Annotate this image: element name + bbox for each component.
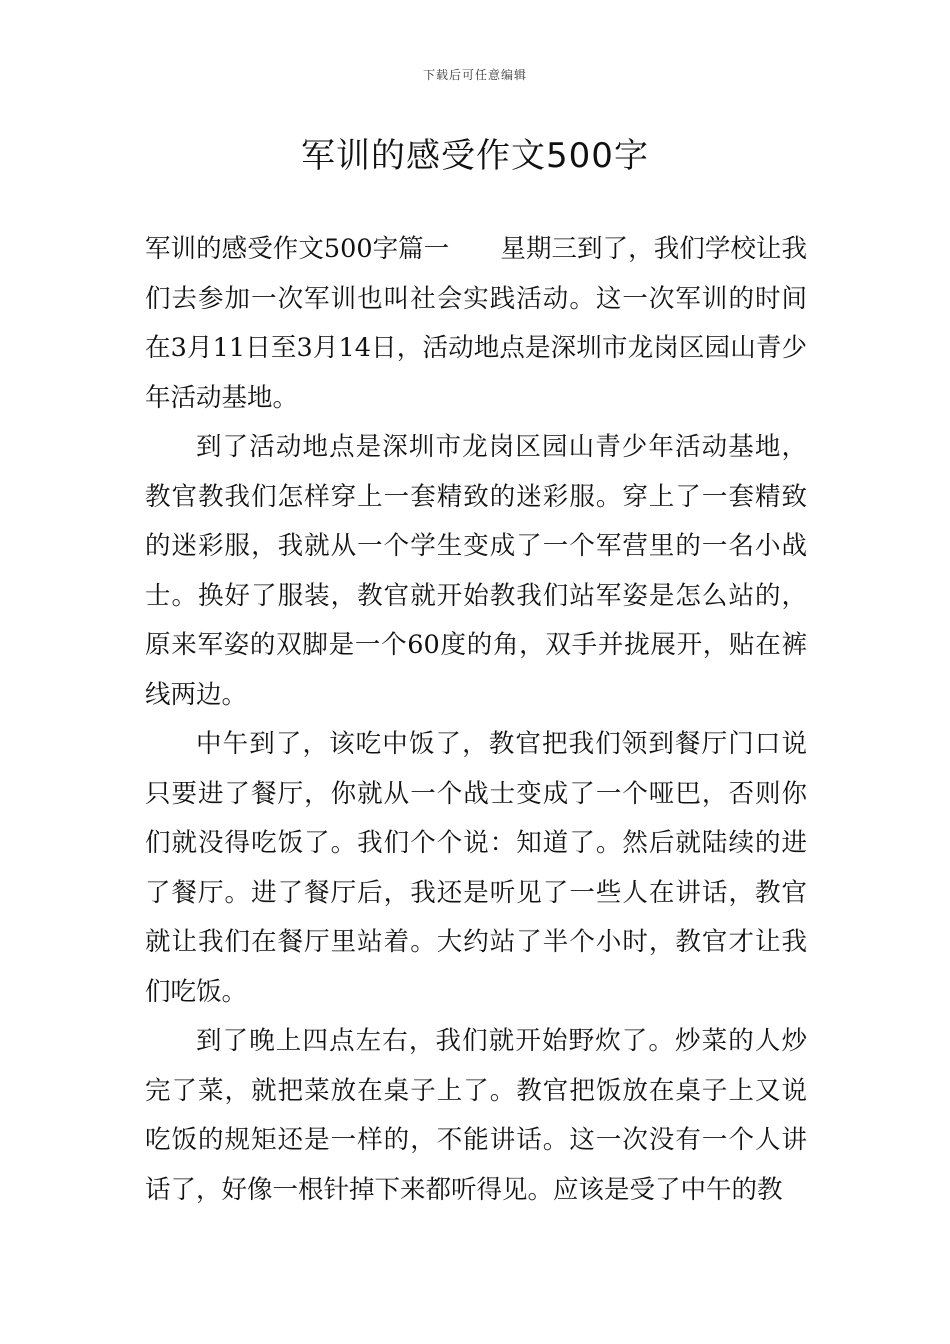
document-body <box>145 225 807 1215</box>
paragraph-3: 中午到了，该吃中饭了，教官把我们领到餐厅门口说只要进了餐厅，你就从一个战士变成了一个哑巴，否则你们就没得吃饭了。我们个个说：知道了。然后就陆续的进了餐厅。进了餐厅后，我还是听见了一些人在讲话，教官就让我们在餐厅里站着。大约站了半个小时，教官才让我们吃饭。 <box>145 729 807 1007</box>
paragraph-4: 到了晚上四点左右，我们就开始野炊了。炒菜的人炒完了菜，就把菜放在桌子上了。教官把饭放在桌子上又说吃饭的规矩还是一样的，不能讲话。这一次没有一个人讲话了，好像一根针掉下来都听得见。应该是受了中午的教 <box>145 1026 807 1205</box>
paragraph-2: 到了活动地点是深圳市龙岗区园山青少年活动基地，教官教我们怎样穿上一套精致的迷彩服。穿上了一套精致的迷彩服，我就从一个学生变成了一个军营里的一名小战士。换好了服装，教官就开始教我们站军姿是怎么站的，原来军姿的双脚是一个60度的角，双手并拢展开，贴在裤线两边。 <box>145 432 807 710</box>
header-note: 下载后可任意编辑 <box>422 68 527 82</box>
document-title: 军训的感受作文500字 <box>301 136 649 176</box>
paragraph-1: 军训的感受作文500字篇一 星期三到了，我们学校让我们去参加一次军训也叫社会实践活动。这一次军训的时间在3月11日至3月14日，活动地点是深圳市龙岗区园山青少年活动基地。 <box>145 234 807 413</box>
